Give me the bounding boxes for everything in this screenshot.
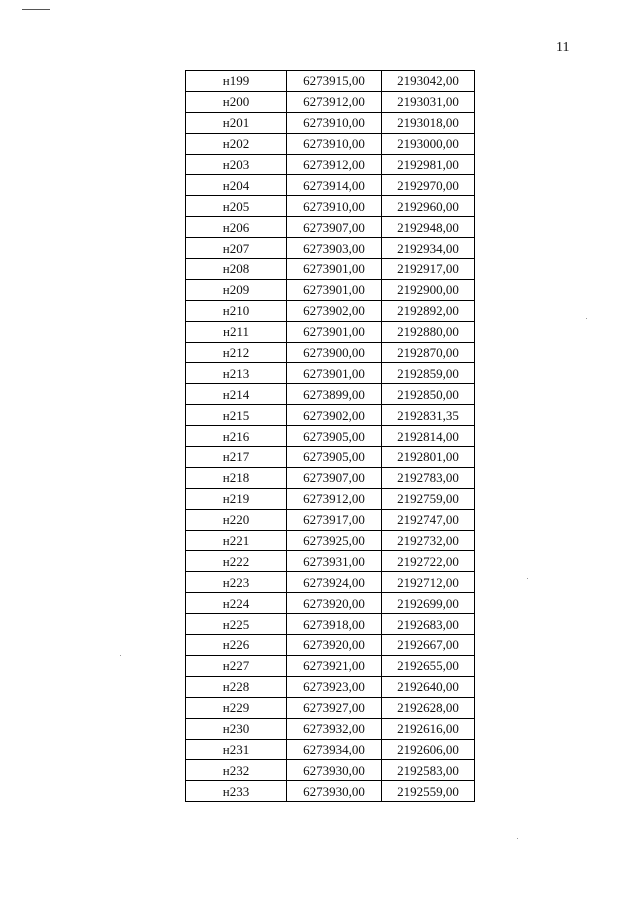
point-id-cell: н206: [186, 217, 287, 238]
y-coordinate-cell: 2192934,00: [382, 238, 475, 259]
table-row: [186, 112, 475, 133]
x-coordinate-cell: 6273923,00: [287, 676, 382, 697]
x-coordinate-cell: 6273920,00: [287, 593, 382, 614]
coordinates-table-body: [186, 71, 475, 802]
table-row: [186, 530, 475, 551]
y-coordinate-cell: 2192917,00: [382, 259, 475, 280]
point-id-cell: н227: [186, 655, 287, 676]
table-row: [186, 71, 475, 92]
point-id-cell: н207: [186, 238, 287, 259]
y-coordinate-cell: 2192859,00: [382, 363, 475, 384]
y-coordinate-cell: 2192831,35: [382, 405, 475, 426]
y-coordinate-cell: 2193031,00: [382, 91, 475, 112]
x-coordinate-cell: 6273902,00: [287, 300, 382, 321]
table-row: [186, 635, 475, 656]
point-id-cell: н209: [186, 279, 287, 300]
y-coordinate-cell: 2192814,00: [382, 426, 475, 447]
table-row: [186, 426, 475, 447]
scan-speck: [517, 838, 518, 839]
y-coordinate-cell: 2192948,00: [382, 217, 475, 238]
x-coordinate-cell: 6273912,00: [287, 488, 382, 509]
point-id-cell: н204: [186, 175, 287, 196]
table-row: [186, 718, 475, 739]
y-coordinate-cell: 2192683,00: [382, 614, 475, 635]
x-coordinate-cell: 6273910,00: [287, 112, 382, 133]
x-coordinate-cell: 6273925,00: [287, 530, 382, 551]
table-row: [186, 467, 475, 488]
y-coordinate-cell: 2192783,00: [382, 467, 475, 488]
x-coordinate-cell: 6273901,00: [287, 321, 382, 342]
table-row: [186, 259, 475, 280]
table-row: [186, 133, 475, 154]
point-id-cell: н212: [186, 342, 287, 363]
point-id-cell: н231: [186, 739, 287, 760]
x-coordinate-cell: 6273910,00: [287, 133, 382, 154]
point-id-cell: н216: [186, 426, 287, 447]
table-row: [186, 154, 475, 175]
table-row: [186, 781, 475, 802]
x-coordinate-cell: 6273905,00: [287, 447, 382, 468]
x-coordinate-cell: 6273918,00: [287, 614, 382, 635]
table-row: [186, 655, 475, 676]
y-coordinate-cell: 2192559,00: [382, 781, 475, 802]
y-coordinate-cell: 2192616,00: [382, 718, 475, 739]
y-coordinate-cell: 2192759,00: [382, 488, 475, 509]
point-id-cell: н229: [186, 697, 287, 718]
y-coordinate-cell: 2192960,00: [382, 196, 475, 217]
y-coordinate-cell: 2192667,00: [382, 635, 475, 656]
y-coordinate-cell: 2192606,00: [382, 739, 475, 760]
point-id-cell: н205: [186, 196, 287, 217]
table-row: [186, 91, 475, 112]
point-id-cell: н201: [186, 112, 287, 133]
point-id-cell: н217: [186, 447, 287, 468]
y-coordinate-cell: 2192722,00: [382, 551, 475, 572]
table-row: [186, 614, 475, 635]
y-coordinate-cell: 2192850,00: [382, 384, 475, 405]
point-id-cell: н203: [186, 154, 287, 175]
x-coordinate-cell: 6273931,00: [287, 551, 382, 572]
table-row: [186, 447, 475, 468]
x-coordinate-cell: 6273930,00: [287, 760, 382, 781]
point-id-cell: н213: [186, 363, 287, 384]
point-id-cell: н225: [186, 614, 287, 635]
table-row: [186, 488, 475, 509]
x-coordinate-cell: 6273899,00: [287, 384, 382, 405]
table-row: [186, 405, 475, 426]
y-coordinate-cell: 2192640,00: [382, 676, 475, 697]
table-row: [186, 363, 475, 384]
y-coordinate-cell: 2192900,00: [382, 279, 475, 300]
x-coordinate-cell: 6273912,00: [287, 154, 382, 175]
x-coordinate-cell: 6273901,00: [287, 259, 382, 280]
point-id-cell: н228: [186, 676, 287, 697]
point-id-cell: н200: [186, 91, 287, 112]
point-id-cell: н232: [186, 760, 287, 781]
x-coordinate-cell: 6273907,00: [287, 467, 382, 488]
y-coordinate-cell: 2193018,00: [382, 112, 475, 133]
y-coordinate-cell: 2192628,00: [382, 697, 475, 718]
y-coordinate-cell: 2193042,00: [382, 71, 475, 92]
x-coordinate-cell: 6273924,00: [287, 572, 382, 593]
point-id-cell: н208: [186, 259, 287, 280]
x-coordinate-cell: 6273902,00: [287, 405, 382, 426]
y-coordinate-cell: 2192699,00: [382, 593, 475, 614]
point-id-cell: н224: [186, 593, 287, 614]
scan-speck: [586, 318, 587, 319]
table-row: [186, 760, 475, 781]
y-coordinate-cell: 2192880,00: [382, 321, 475, 342]
table-row: [186, 593, 475, 614]
x-coordinate-cell: 6273921,00: [287, 655, 382, 676]
y-coordinate-cell: 2192712,00: [382, 572, 475, 593]
y-coordinate-cell: 2192732,00: [382, 530, 475, 551]
table-row: [186, 321, 475, 342]
table-row: [186, 217, 475, 238]
point-id-cell: н215: [186, 405, 287, 426]
scan-speck: [527, 578, 528, 579]
point-id-cell: н211: [186, 321, 287, 342]
y-coordinate-cell: 2192655,00: [382, 655, 475, 676]
table-row: [186, 551, 475, 572]
y-coordinate-cell: 2192970,00: [382, 175, 475, 196]
table-row: [186, 300, 475, 321]
x-coordinate-cell: 6273915,00: [287, 71, 382, 92]
y-coordinate-cell: 2192747,00: [382, 509, 475, 530]
x-coordinate-cell: 6273900,00: [287, 342, 382, 363]
y-coordinate-cell: 2192801,00: [382, 447, 475, 468]
point-id-cell: н199: [186, 71, 287, 92]
x-coordinate-cell: 6273905,00: [287, 426, 382, 447]
x-coordinate-cell: 6273927,00: [287, 697, 382, 718]
table-row: [186, 196, 475, 217]
point-id-cell: н218: [186, 467, 287, 488]
table-row: [186, 697, 475, 718]
x-coordinate-cell: 6273930,00: [287, 781, 382, 802]
point-id-cell: н202: [186, 133, 287, 154]
table-row: [186, 175, 475, 196]
table-row: [186, 676, 475, 697]
y-coordinate-cell: 2192583,00: [382, 760, 475, 781]
point-id-cell: н210: [186, 300, 287, 321]
x-coordinate-cell: 6273914,00: [287, 175, 382, 196]
x-coordinate-cell: 6273917,00: [287, 509, 382, 530]
table-row: [186, 238, 475, 259]
point-id-cell: н220: [186, 509, 287, 530]
x-coordinate-cell: 6273934,00: [287, 739, 382, 760]
x-coordinate-cell: 6273932,00: [287, 718, 382, 739]
point-id-cell: н214: [186, 384, 287, 405]
x-coordinate-cell: 6273910,00: [287, 196, 382, 217]
point-id-cell: н226: [186, 635, 287, 656]
x-coordinate-cell: 6273901,00: [287, 363, 382, 384]
y-coordinate-cell: 2192870,00: [382, 342, 475, 363]
table-row: [186, 384, 475, 405]
point-id-cell: н223: [186, 572, 287, 593]
table-row: [186, 572, 475, 593]
x-coordinate-cell: 6273903,00: [287, 238, 382, 259]
y-coordinate-cell: 2192892,00: [382, 300, 475, 321]
point-id-cell: н221: [186, 530, 287, 551]
point-id-cell: н233: [186, 781, 287, 802]
point-id-cell: н230: [186, 718, 287, 739]
x-coordinate-cell: 6273912,00: [287, 91, 382, 112]
coordinates-table: [185, 70, 475, 802]
point-id-cell: н219: [186, 488, 287, 509]
table-row: [186, 279, 475, 300]
corner-scan-mark: [22, 9, 50, 10]
x-coordinate-cell: 6273920,00: [287, 635, 382, 656]
x-coordinate-cell: 6273901,00: [287, 279, 382, 300]
page-number: 11: [556, 40, 570, 55]
table-row: [186, 509, 475, 530]
x-coordinate-cell: 6273907,00: [287, 217, 382, 238]
y-coordinate-cell: 2192981,00: [382, 154, 475, 175]
y-coordinate-cell: 2193000,00: [382, 133, 475, 154]
table-row: [186, 342, 475, 363]
scan-speck: [120, 655, 121, 656]
table-row: [186, 739, 475, 760]
point-id-cell: н222: [186, 551, 287, 572]
